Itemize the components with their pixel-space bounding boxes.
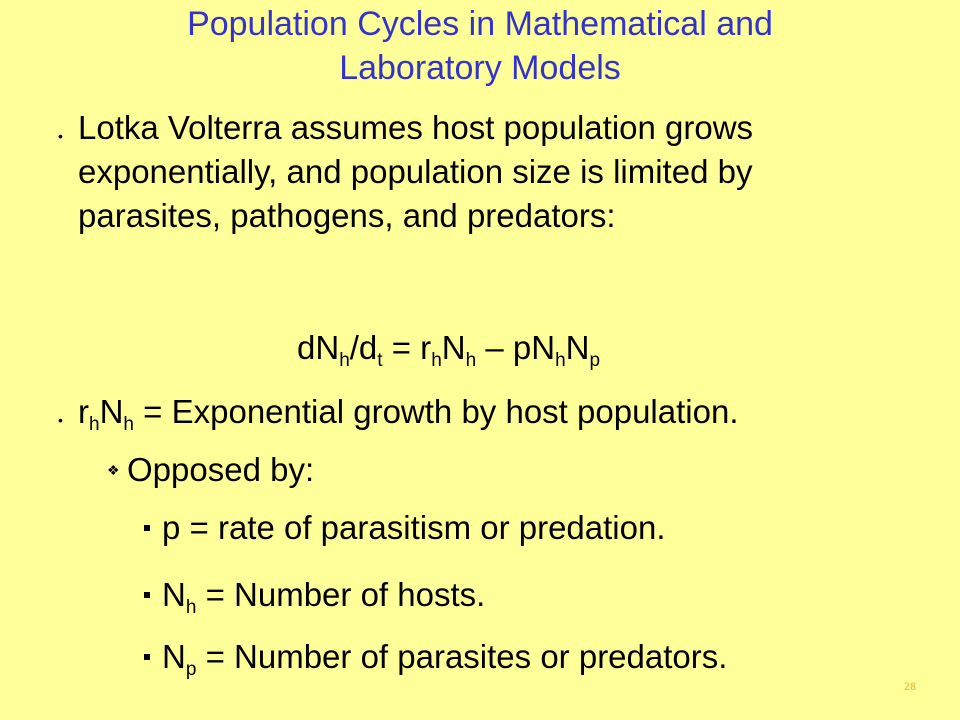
eq-sub-h1: h [339,350,350,371]
square-bullet-icon [144,525,150,531]
bullet-lotka-volterra: Lotka Volterra assumes host population grows exponentially, and population size is limited by parasites, pathogens, and predators: [78,109,754,234]
square-bullet-icon [144,592,150,598]
nh-rest: = Number of hosts. [196,576,486,613]
title-line-2: Laboratory Models [339,49,621,87]
page-number: 28 [904,679,916,693]
equation [297,326,600,370]
b2-sub-h2: h [123,414,134,435]
item-nh-definition [162,573,485,617]
eq-dN: dN [297,329,340,366]
np-rest: = Number of parasites or predators. [196,638,728,675]
np-sub: p [185,659,197,680]
eq-sub-t: t [377,350,383,371]
title-line-1: Population Cycles in Mathematical and [187,5,773,43]
diamond-bullet-icon: ❖ [107,462,120,478]
b2-N: N [99,393,124,430]
eq-equals-r: = r [382,329,432,366]
nh-sub: h [185,597,197,618]
eq-N2: N [565,329,590,366]
b2-r: r [78,393,89,430]
eq-slash-d: /d [349,329,378,366]
slide-title [0,2,960,90]
eq-sub-h4: h [555,350,566,371]
eq-sub-h3: h [465,350,477,371]
np-N: N [162,638,186,675]
b2-rest: = Exponential growth by host population. [134,393,739,430]
square-bullet-icon [144,654,150,660]
item-np-definition [162,635,727,679]
bullet-dot-icon: • [58,128,63,144]
bullet-dot-icon: • [58,412,63,428]
sub-bullet-opposed-by: Opposed by: [127,451,315,488]
item-p-definition: p = rate of parasitism or predation. [162,509,666,546]
b2-sub-h1: h [89,414,100,435]
bullet-exponential-growth [78,390,739,434]
nh-N: N [162,576,186,613]
eq-sub-h2: h [431,350,442,371]
eq-N: N [441,329,466,366]
eq-sub-p: p [589,350,601,371]
eq-minus-pN: – pN [476,329,556,366]
